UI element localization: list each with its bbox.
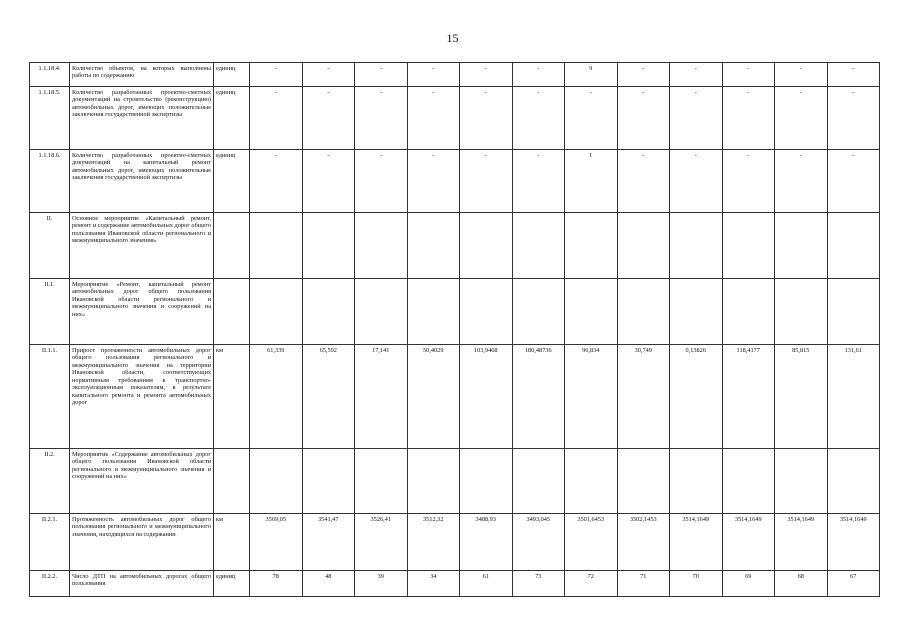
row-value-cell bbox=[565, 213, 618, 279]
row-value-cell: 3569,05 bbox=[250, 514, 303, 571]
row-value-cell: - bbox=[722, 63, 775, 87]
row-value-cell bbox=[670, 279, 723, 345]
row-value-cell: 17,141 bbox=[355, 345, 408, 449]
row-code-cell: 1.1.18.5. bbox=[30, 87, 70, 150]
row-value-cell: - bbox=[250, 87, 303, 150]
row-unit-cell: единиц bbox=[214, 63, 250, 87]
row-value-cell bbox=[617, 279, 670, 345]
row-name-cell: Количество разработанных проектно-сметных документаций на строительство (реконструкцию) автомобильных дорог, имеющих положительные заключения государственной экспертизы bbox=[70, 87, 214, 150]
row-value-cell: - bbox=[617, 87, 670, 150]
row-value-cell: - bbox=[565, 87, 618, 150]
row-value-cell: - bbox=[617, 63, 670, 87]
row-value-cell bbox=[302, 279, 355, 345]
row-value-cell: - bbox=[775, 87, 828, 150]
row-value-cell: - bbox=[302, 87, 355, 150]
row-value-cell bbox=[670, 213, 723, 279]
row-value-cell: 131,61 bbox=[827, 345, 880, 449]
row-value-cell: 39 bbox=[355, 571, 408, 597]
row-value-cell: 3541,47 bbox=[302, 514, 355, 571]
row-value-cell bbox=[302, 449, 355, 514]
row-value-cell bbox=[512, 213, 565, 279]
row-value-cell bbox=[407, 213, 460, 279]
row-value-cell bbox=[250, 279, 303, 345]
row-code-cell: II. bbox=[30, 213, 70, 279]
row-unit-cell bbox=[214, 279, 250, 345]
row-value-cell: - bbox=[355, 87, 408, 150]
row-value-cell bbox=[250, 213, 303, 279]
row-value-cell bbox=[722, 279, 775, 345]
row-value-cell: 71 bbox=[617, 571, 670, 597]
row-value-cell: 69 bbox=[722, 571, 775, 597]
row-value-cell: 180,48736 bbox=[512, 345, 565, 449]
row-unit-cell: км bbox=[214, 514, 250, 571]
row-value-cell: - bbox=[407, 63, 460, 87]
row-value-cell: 118,4177 bbox=[722, 345, 775, 449]
row-name-cell: Мероприятие «Содержание автомобильных дорог общего пользования Ивановской области регионального и межмуниципального значения и сооружений на них» bbox=[70, 449, 214, 514]
row-value-cell bbox=[460, 213, 513, 279]
row-value-cell: 61,339 bbox=[250, 345, 303, 449]
table-row bbox=[30, 571, 880, 597]
row-value-cell: 3488,93 bbox=[460, 514, 513, 571]
row-unit-cell bbox=[214, 213, 250, 279]
row-value-cell bbox=[670, 449, 723, 514]
row-value-cell bbox=[355, 449, 408, 514]
row-value-cell: 3493,045 bbox=[512, 514, 565, 571]
row-code-cell: II.2.1. bbox=[30, 514, 70, 571]
row-value-cell: - bbox=[775, 150, 828, 213]
row-value-cell: 67 bbox=[827, 571, 880, 597]
table-row bbox=[30, 150, 880, 213]
row-value-cell: - bbox=[827, 63, 880, 87]
row-unit-cell bbox=[214, 449, 250, 514]
row-value-cell bbox=[302, 213, 355, 279]
row-value-cell: 0,13826 bbox=[670, 345, 723, 449]
row-value-cell bbox=[775, 279, 828, 345]
table-row bbox=[30, 279, 880, 345]
row-code-cell: II.2.2. bbox=[30, 571, 70, 597]
row-value-cell bbox=[775, 449, 828, 514]
row-value-cell bbox=[617, 449, 670, 514]
row-value-cell: - bbox=[512, 87, 565, 150]
row-code-cell: II.1. bbox=[30, 279, 70, 345]
row-name-cell: Количество объектов, на которых выполнены работы по содержанию bbox=[70, 63, 214, 87]
row-value-cell bbox=[355, 213, 408, 279]
row-value-cell bbox=[250, 449, 303, 514]
row-value-cell: 61 bbox=[460, 571, 513, 597]
row-value-cell: 3526,41 bbox=[355, 514, 408, 571]
row-code-cell: 1.1.18.6. bbox=[30, 150, 70, 213]
row-code-cell: 1.1.18.4. bbox=[30, 63, 70, 87]
row-value-cell bbox=[827, 449, 880, 514]
row-value-cell: 3514,1649 bbox=[722, 514, 775, 571]
row-value-cell: - bbox=[512, 150, 565, 213]
table-row bbox=[30, 213, 880, 279]
row-value-cell bbox=[722, 449, 775, 514]
row-value-cell: - bbox=[722, 150, 775, 213]
row-value-cell: - bbox=[407, 87, 460, 150]
row-value-cell: 3501,6453 bbox=[565, 514, 618, 571]
row-value-cell: - bbox=[512, 63, 565, 87]
row-value-cell bbox=[407, 279, 460, 345]
table-row bbox=[30, 345, 880, 449]
row-value-cell: 3512,32 bbox=[407, 514, 460, 571]
row-value-cell: 72 bbox=[565, 571, 618, 597]
row-value-cell: - bbox=[617, 150, 670, 213]
row-value-cell: - bbox=[407, 150, 460, 213]
row-value-cell: 30,749 bbox=[617, 345, 670, 449]
row-unit-cell: единиц bbox=[214, 150, 250, 213]
row-value-cell: 70 bbox=[670, 571, 723, 597]
row-value-cell bbox=[512, 279, 565, 345]
row-value-cell: - bbox=[302, 150, 355, 213]
row-name-cell: Протяженность автомобильных дорог общего пользования регионального и межмуниципального значения, находящихся на содержании bbox=[70, 514, 214, 571]
row-value-cell: - bbox=[460, 87, 513, 150]
row-value-cell bbox=[827, 213, 880, 279]
row-value-cell: - bbox=[827, 150, 880, 213]
row-value-cell: 78 bbox=[250, 571, 303, 597]
row-unit-cell: км bbox=[214, 345, 250, 449]
row-value-cell bbox=[460, 279, 513, 345]
table-row bbox=[30, 449, 880, 514]
row-value-cell: 48 bbox=[302, 571, 355, 597]
row-value-cell bbox=[355, 279, 408, 345]
row-value-cell bbox=[617, 213, 670, 279]
row-value-cell: - bbox=[302, 63, 355, 87]
row-value-cell: - bbox=[827, 87, 880, 150]
row-name-cell: Число ДТП на автомобильных дорогах общего пользования bbox=[70, 571, 214, 597]
row-value-cell: - bbox=[460, 63, 513, 87]
row-value-cell bbox=[565, 449, 618, 514]
row-name-cell: Мероприятие «Ремонт, капитальный ремонт автомобильных дорог общего пользования Ивановской области регионального и межмуниципального значения и сооружений на них» bbox=[70, 279, 214, 345]
row-value-cell: 3514,1649 bbox=[670, 514, 723, 571]
row-value-cell bbox=[827, 279, 880, 345]
row-value-cell: 50,4029 bbox=[407, 345, 460, 449]
row-name-cell: Количество разработанных проектно-сметных документаций на капитальный ремонт автомобильных дорог, имеющих положительные заключения государственной экспертизы bbox=[70, 150, 214, 213]
row-value-cell: - bbox=[775, 63, 828, 87]
table-row bbox=[30, 63, 880, 87]
row-value-cell: 1 bbox=[565, 150, 618, 213]
row-value-cell: - bbox=[722, 87, 775, 150]
row-value-cell bbox=[460, 449, 513, 514]
row-value-cell: 103,9468 bbox=[460, 345, 513, 449]
row-code-cell: II.2. bbox=[30, 449, 70, 514]
indicators-table bbox=[29, 62, 880, 597]
row-unit-cell: единиц bbox=[214, 87, 250, 150]
row-value-cell: 65,592 bbox=[302, 345, 355, 449]
row-name-cell: Прирост протяженности автомобильных дорог общего пользования регионального и межмуниципального значения на территории Ивановской области, соответствующих нормативным требованиям к транспортно-эксплуатационным показателям, в результате капитального ремонта и ремонта автомобильных дорог bbox=[70, 345, 214, 449]
row-value-cell: - bbox=[460, 150, 513, 213]
row-value-cell: 3502,1453 bbox=[617, 514, 670, 571]
row-value-cell: - bbox=[355, 150, 408, 213]
row-value-cell bbox=[512, 449, 565, 514]
row-value-cell: 96,834 bbox=[565, 345, 618, 449]
row-code-cell: II.1.1. bbox=[30, 345, 70, 449]
row-name-cell: Основное мероприятие «Капитальный ремонт, ремонт и содержание автомобильных дорог общего пользования Ивановской области регионального и межмуниципального значения» bbox=[70, 213, 214, 279]
row-value-cell: - bbox=[250, 63, 303, 87]
row-value-cell bbox=[407, 449, 460, 514]
page-number: 15 bbox=[446, 31, 459, 45]
row-value-cell bbox=[722, 213, 775, 279]
row-value-cell: - bbox=[670, 150, 723, 213]
row-value-cell: 34 bbox=[407, 571, 460, 597]
row-value-cell bbox=[775, 213, 828, 279]
table-row bbox=[30, 514, 880, 571]
row-value-cell: - bbox=[670, 63, 723, 87]
row-value-cell: - bbox=[670, 87, 723, 150]
row-value-cell: 3514,1649 bbox=[775, 514, 828, 571]
table-row bbox=[30, 87, 880, 150]
row-value-cell: 73 bbox=[512, 571, 565, 597]
row-value-cell: 3514,1649 bbox=[827, 514, 880, 571]
row-unit-cell: единиц bbox=[214, 571, 250, 597]
row-value-cell: 9 bbox=[565, 63, 618, 87]
row-value-cell: - bbox=[355, 63, 408, 87]
row-value-cell bbox=[565, 279, 618, 345]
row-value-cell: 85,815 bbox=[775, 345, 828, 449]
row-value-cell: - bbox=[250, 150, 303, 213]
row-value-cell: 68 bbox=[775, 571, 828, 597]
